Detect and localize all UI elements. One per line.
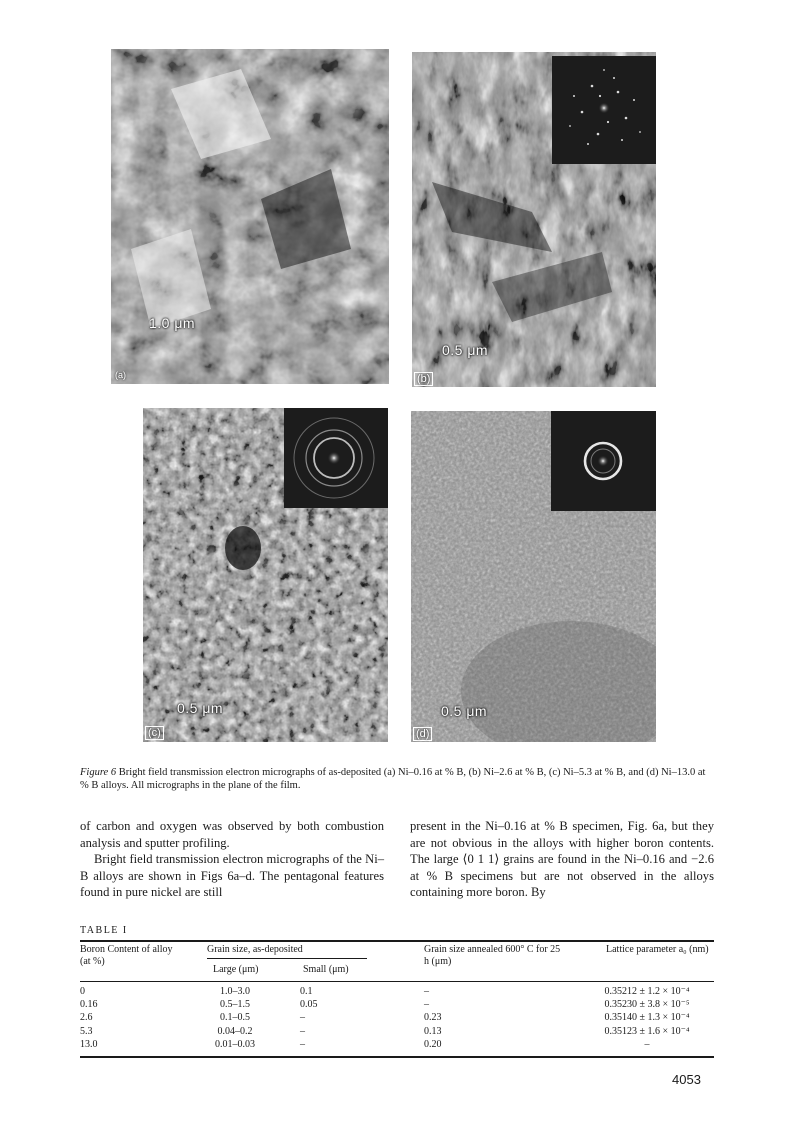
table-cell-annealed: 0.13 [424,1025,442,1037]
diffraction-pattern-b [552,56,656,164]
figure-caption-text: Bright field transmission electron micrographs of as-deposited (a) Ni–0.16 at % B, (b) Ni–2.6 at % B, (c) Ni–5.3 at % B, and (d) Ni–13.0 at % B alloys. All micrographs in the plane of the film. [80,767,706,791]
table-cell-boron: 0 [80,986,85,997]
table-cell-boron: 0.16 [80,999,98,1011]
panel-label-d: (d) [413,727,432,741]
header-lattice: Lattice parameter a₀ (nm) [606,944,709,955]
scalebar-c [171,700,257,722]
table-cell-small: 0.05 [300,999,318,1011]
table-cell-small: – [300,1038,305,1050]
page-number: 4053 [672,1072,701,1087]
table-cell-large: 0.01–0.03 [215,1038,255,1050]
table-cell-large: 1.0–3.0 [220,986,250,997]
header-sub-rule [207,958,367,959]
micrograph-c [143,408,388,742]
paragraph: Bright field transmission electron micrographs of the Ni–B alloys are shown in Figs 6a–d. The pentagonal features found in pure nickel are still [80,852,384,899]
diffraction-inset-c [284,408,388,508]
micrograph-b [412,52,656,387]
body-column-right [410,818,714,901]
micrograph-a [111,49,389,384]
panel-label-c: (c) [145,726,164,740]
scalebar-a [125,315,211,337]
table-bottom-rule [80,1056,714,1058]
table-cell-lattice: 0.35212 ± 1.2 × 10⁻⁴ [604,986,690,997]
header-annealed: Grain size annealed 600° C for 25 h (μm) [424,944,561,967]
table-cell-lattice: 0.35230 ± 3.8 × 10⁻⁵ [604,999,690,1011]
header-grain-as-deposited: Grain size, as-deposited [207,944,303,955]
table-cell-annealed: 0.20 [424,1038,442,1050]
table-title: TABLE I [80,925,128,936]
table-cell-lattice: 0.35140 ± 1.3 × 10⁻⁴ [604,1012,690,1024]
table-top-rule [80,940,714,942]
table-cell-annealed: – [424,999,429,1011]
paragraph: of carbon and oxygen was observed by both combustion analysis and sputter profiling. [80,819,384,850]
diffraction-pattern-d [551,411,656,511]
header-large: Large (μm) [213,964,259,975]
table-cell-large: 0.1–0.5 [220,1012,250,1024]
paragraph: present in the Ni–0.16 at % B specimen, Fig. 6a, but they are not obvious in the alloys with higher boron contents. The large ⟨0 1 1⟩ grains are found in the Ni–0.16 and −2.6 at % B specimens but are not observed in the alloys containing more boron. By [410,819,714,899]
panel-label-a: (a) [115,370,126,380]
table-cell-small: – [300,1025,305,1037]
scalebar-b-label: 0.5 μm [442,342,489,358]
table-cell-annealed: 0.23 [424,1012,442,1024]
figure-label: Figure 6 [80,767,117,778]
scalebar-b [432,342,520,366]
diffraction-inset-d [551,411,656,511]
scalebar-a-label: 1.0 μm [149,315,196,331]
table-cell-small: 0.1 [300,986,313,997]
header-small: Small (μm) [303,964,349,975]
table-cell-large: 0.04–0.2 [217,1025,253,1037]
scalebar-d-label: 0.5 μm [441,703,488,719]
table-cell-large: 0.5–1.5 [220,999,250,1011]
table-cell-annealed: – [424,986,429,997]
micrograph-d [411,411,656,742]
diffraction-pattern-c [284,408,388,508]
table-cell-boron: 2.6 [80,1012,93,1024]
panel-label-b: (b) [414,372,433,386]
table-header-rule [80,981,714,982]
scalebar-d [437,703,521,725]
table-cell-boron: 13.0 [80,1038,98,1050]
header-boron: Boron Content of alloy (at %) [80,944,173,967]
table-cell-small: – [300,1012,305,1024]
table-cell-lattice: – [644,1038,650,1050]
scalebar-c-label: 0.5 μm [177,700,224,716]
body-column-left [80,818,384,901]
table-cell-boron: 5.3 [80,1025,93,1037]
table-cell-lattice: 0.35123 ± 1.6 × 10⁻⁴ [604,1025,690,1037]
figure-caption [80,766,714,792]
diffraction-inset-b [552,56,656,164]
